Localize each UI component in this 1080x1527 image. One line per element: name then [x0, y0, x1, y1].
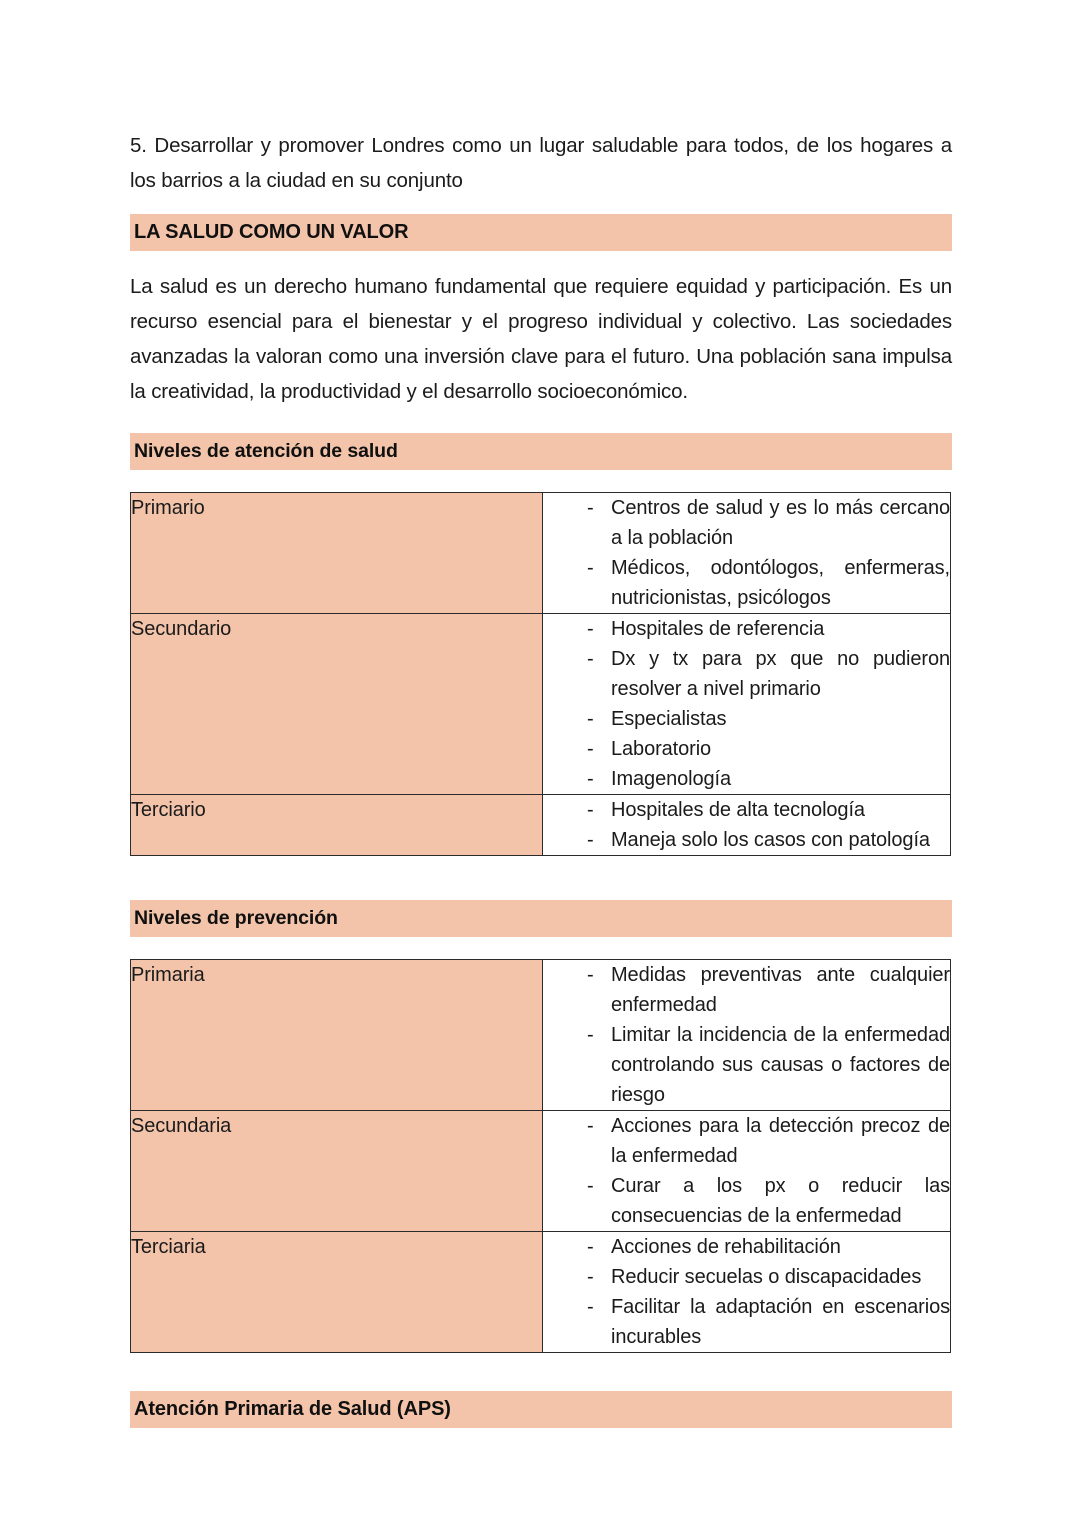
- list-item-text: Laboratorio: [611, 738, 712, 760]
- list-item-text: Acciones para la detección precoz de la enfermedad: [611, 1115, 950, 1167]
- table-one-heading: Niveles de atención de salud: [130, 433, 952, 470]
- table-row: [131, 795, 951, 856]
- list-item: [543, 1232, 950, 1262]
- niveles-de-prevencion-table: [130, 959, 951, 1353]
- bullet-list: [543, 960, 950, 1110]
- dash-bullet-icon: -: [587, 497, 594, 519]
- list-item: [543, 1262, 950, 1292]
- list-item-text: Curar a los px o reducir las consecuencias de la enfermedad: [611, 1175, 950, 1227]
- level-name: Primario: [131, 493, 543, 614]
- dash-bullet-icon: -: [587, 708, 594, 730]
- spacer: [130, 251, 952, 269]
- page-content: [130, 128, 952, 1428]
- spacer: [130, 470, 952, 492]
- dash-bullet-icon: -: [587, 829, 594, 851]
- list-item: [543, 644, 950, 704]
- list-item-text: Imagenología: [611, 768, 732, 790]
- section-heading-la-salud-como-un-valor: LA SALUD COMO UN VALOR: [130, 214, 952, 251]
- table-row: [131, 1232, 951, 1353]
- list-item: [543, 960, 950, 1020]
- list-item: [543, 704, 950, 734]
- list-item-text: Dx y tx para px que no pudieron resolver a nivel primario: [611, 648, 950, 700]
- list-item-text: Facilitar la adaptación en escenarios incurables: [611, 1296, 950, 1348]
- bullet-list: [543, 493, 950, 613]
- list-item: [543, 764, 950, 794]
- dash-bullet-icon: -: [587, 1296, 594, 1318]
- spacer: [130, 937, 952, 959]
- level-description: [543, 493, 951, 614]
- table-two-heading: Niveles de prevención: [130, 900, 952, 937]
- list-item: [543, 795, 950, 825]
- list-item-text: Hospitales de referencia: [611, 618, 825, 640]
- bullet-list: [543, 795, 950, 855]
- list-item: [543, 1171, 950, 1231]
- list-item-text: Médicos, odontólogos, enfermeras, nutricionistas, psicólogos: [611, 557, 950, 609]
- dash-bullet-icon: -: [587, 557, 594, 579]
- list-item-text: Especialistas: [611, 708, 727, 730]
- list-item: [543, 1111, 950, 1171]
- niveles-de-atencion-table: [130, 492, 951, 856]
- bullet-list: [543, 1232, 950, 1352]
- dash-bullet-icon: -: [587, 1236, 594, 1258]
- table-row: [131, 1111, 951, 1232]
- level-name: Terciario: [131, 795, 543, 856]
- list-item: [543, 493, 950, 553]
- value-paragraph: La salud es un derecho humano fundamental que requiere equidad y participación. Es un recurso esencial para el bienestar y el progreso individual y colectivo. Las sociedades avanzadas la valoran como una inversión clave para el futuro. Una población sana impulsa la creatividad, la productividad y el desarrollo socioeconómico.: [130, 275, 952, 403]
- list-item: [543, 553, 950, 613]
- dash-bullet-icon: -: [587, 1175, 594, 1197]
- dash-bullet-icon: -: [587, 964, 594, 986]
- list-item: [543, 825, 950, 855]
- table-row: [131, 960, 951, 1111]
- list-item-text: Limitar la incidencia de la enfermedad controlando sus causas o factores de riesgo: [611, 1024, 950, 1106]
- level-description: [543, 1111, 951, 1232]
- level-description: [543, 1232, 951, 1353]
- spacer: [130, 856, 952, 900]
- bullet-list: [543, 614, 950, 794]
- level-description: [543, 614, 951, 795]
- level-name: Primaria: [131, 960, 543, 1111]
- dash-bullet-icon: -: [587, 648, 594, 670]
- level-description: [543, 960, 951, 1111]
- dash-bullet-icon: -: [587, 1266, 594, 1288]
- list-item-text: Maneja solo los casos con patología: [611, 829, 930, 851]
- spacer: [130, 415, 952, 433]
- list-item: [543, 614, 950, 644]
- list-item-text: Medidas preventivas ante cualquier enfermedad: [611, 964, 950, 1016]
- dash-bullet-icon: -: [587, 738, 594, 760]
- list-item-text: Centros de salud y es lo más cercano a la población: [611, 497, 950, 549]
- dash-bullet-icon: -: [587, 768, 594, 790]
- list-item: [543, 734, 950, 764]
- list-item-text: Hospitales de alta tecnología: [611, 799, 865, 821]
- dash-bullet-icon: -: [587, 1024, 594, 1046]
- level-name: Terciaria: [131, 1232, 543, 1353]
- spacer: [130, 204, 952, 214]
- bullet-list: [543, 1111, 950, 1231]
- list-item: [543, 1292, 950, 1352]
- footer-heading-atencion-primaria-de-salud: Atención Primaria de Salud (APS): [130, 1391, 952, 1428]
- level-name: Secundaria: [131, 1111, 543, 1232]
- list-item-text: Acciones de rehabilitación: [611, 1236, 841, 1258]
- level-description: [543, 795, 951, 856]
- dash-bullet-icon: -: [587, 799, 594, 821]
- list-item: [543, 1020, 950, 1110]
- dash-bullet-icon: -: [587, 1115, 594, 1137]
- list-item-text: Reducir secuelas o discapacidades: [611, 1266, 922, 1288]
- level-name: Secundario: [131, 614, 543, 795]
- table-row: [131, 614, 951, 795]
- dash-bullet-icon: -: [587, 618, 594, 640]
- table-row: [131, 493, 951, 614]
- intro-paragraph: 5. Desarrollar y promover Londres como un lugar saludable para todos, de los hogares a los barrios a la ciudad en su conjunto: [130, 134, 952, 192]
- spacer: [130, 1353, 952, 1391]
